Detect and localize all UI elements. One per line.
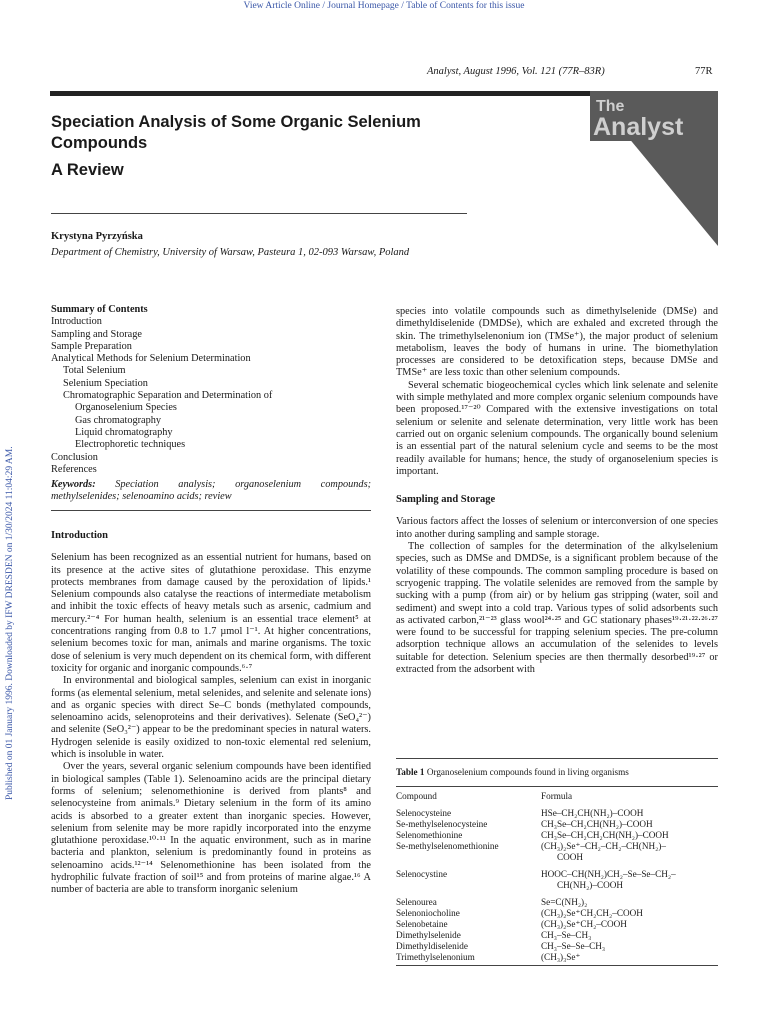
toc-heading: Summary of Contents [51,304,148,315]
svg-text:Analyst: Analyst [593,113,684,141]
journal-homepage-link[interactable]: Journal Homepage [327,1,399,11]
table-row-continuation: CH(NH₂)–COOH [557,880,623,890]
table-row-continuation: COOH [557,852,584,862]
intro-paragraph: In environmental and biological samples, selenium can exist in inorganic forms (as elemental selenium, metal selenides, and selenite and selenate ions) and as organic species with direct Se–C bonds (methylated compounds, selenoamino acids, selenoproteins and their derivatives). Selenate (SeO₄²⁻) and selenite (SeO₃²⁻) appear to be the predominant species in natural waters. Hydrogen selenide is easily oxidized to non-toxic elemental red selenium, which is insoluble in water. [51,675,371,761]
table-row: Se-methylselenomethionine (CH₃)₂Se⁺–CH₂–CH₂–CH(NH₂)– [396,841,666,851]
keywords [51,479,371,504]
toc-item: Total Selenium [63,365,126,377]
intro-paragraph: Over the years, several organic selenium compounds have been identified in biological samples (Table 1). Selenoamino acids are the principal dietary forms of selenium; selenomethionine is derived from plants⁸ and selenocysteine from animals.⁹ Dietary selenium in the form of its amino acids is absorbed to a greater extent than inorganic species. However, selenium from selenite may be more rapidly incorporated into the enzyme glutathione peroxidase.¹⁰·¹¹ In the aquatic environment, such as in marine bacteria and plankton, selenium is predominantly found in proteins as selenoamino acids.¹²⁻¹⁴ Selenomethionine has been isolated from the hydrophilic fulvate fraction of soil¹⁵ and from proteins of marine algae.¹⁶ A number of bacteria are able to transform inorganic selenium [51,761,371,896]
introduction-heading: Introduction [51,530,108,541]
view-article-online-link[interactable]: View Article Online [243,1,320,11]
header-rule [50,91,595,96]
page-subtitle: A Review [51,161,124,179]
top-links: View Article Online / Journal Homepage / Table of Contents for this issue [243,1,525,11]
table-row: Trimethylselenonium (CH₃)₃Se⁺ [396,952,581,962]
side-note: Published on 01 January 1996. Downloaded by IFW DRESDEN on 1/30/2024 11:04:29 AM. [5,446,15,800]
table-row: Selenoniocholine (CH₃)₂Se⁺CH₂CH₂–COOH [396,908,643,918]
table-header-compound: Compound [396,791,437,801]
author: Krystyna Pyrzyńska [51,231,143,242]
page-title: Speciation Analysis of Some Organic Selenium Compounds [51,113,421,152]
right-column [396,306,718,676]
keywords-rule [51,510,371,511]
toc-item: Analytical Methods for Selenium Determination [51,353,251,365]
affiliation: Department of Chemistry, University of Warsaw, Pasteura 1, 02-093 Warsaw, Poland [51,247,410,258]
table-caption: Table 1 Organoselenium compounds found in living organisms [396,767,629,777]
summary-of-contents [51,304,371,504]
title-rule [51,213,467,214]
keywords-text: Speciation analysis; organoselenium compounds; methylselenides; selenoamino acids; review [51,479,371,503]
body-paragraph: The collection of samples for the determination of the alkylselenium species, such as DMSe and DMDSe, is a significant problem because of the volatility of these compounds. The common sampling procedure is based on scryogenic trapping. The volatile selenides are removed from the sample by sucking with a pump (from air) or by helium gas stripping (water, soil and sediment) and swept into a cold trap. Various types of solid adsorbents such as activated carbon,²¹⁻²³ glass wool²⁴·²⁵ and GC stationary phases¹⁹·²¹·²²·²⁶·²⁷ were found to be successful for trapping selenium species. The pre-column adsorption technique allows an accumulation of the selenides to levels suitable for detection. Selenium species are then thermally desorbed¹⁹·²⁷ or extracted from the adsorbent with [396,541,718,676]
table-1 [396,758,718,966]
toc-item: Sample Preparation [51,340,132,352]
journal-logo [590,91,718,246]
introduction-section [51,530,371,897]
table-header-row [396,791,718,802]
toc-item: Introduction [51,316,102,328]
svg-text:The: The [596,98,625,115]
table-row: Selenobetaine (CH₃)₂Se⁺CH₂–COOH [396,919,627,929]
page-number: 77R [695,66,713,77]
toc-item: Conclusion [51,451,98,463]
toc-item: Liquid chromatography [75,426,173,438]
keywords-label: Keywords: [51,479,96,491]
table-row: Dimethyldiselenide CH₃–Se–Se–CH₃ [396,941,606,951]
sampling-heading: Sampling and Storage [396,494,496,506]
table-row: Dimethylselenide CH₃–Se–CH₃ [396,930,592,940]
toc-item: References [51,463,97,475]
table-header-rule [396,786,718,787]
table-row: Selenomethionine CH₃Se–CH₂CH₂CH(NH₂)–COOH [396,830,669,840]
table-bottom-rule [396,965,718,966]
body-paragraph: Various factors affect the losses of selenium or interconversion of one species into another during sampling and sample storage. [396,516,718,540]
table-row: Selenourea Se=C(NH₂)₂ [396,897,588,907]
toc-item: Gas chromatography [75,414,162,426]
body-paragraph: Several schematic biogeochemical cycles which link selenate and selenite with simple methylated and more complex organic selenium compounds have been proposed.¹⁷⁻²⁰ Compared with the extensive investigations on total selenium or selenite and selenate determination, very little work has been carried out on organic selenium compounds. The organically bound selenium is an essential part of the natural selenium cycle and seems to be the most readily available for humans; hence, the study of organoselenium species is important. [396,379,718,477]
toc-item: Electrophoretic techniques [75,439,186,451]
table-header-formula: Formula [541,791,573,801]
table-row: Selenocysteine HSe–CH₂CH(NH₂)–COOH [396,808,644,818]
toc-item: Selenium Speciation [63,377,148,389]
toc-item: Chromatographic Separation and Determination of [63,390,273,402]
table-of-contents-link[interactable]: Table of Contents for this issue [406,1,525,11]
table-top-rule [396,758,718,759]
body-paragraph: species into volatile compounds such as dimethylselenide (DMSe) and dimethyldiselenide (DMDSe), which are exhaled and excreted through the skin. The trimethylselenonium ion (TMSe⁺), the major product of selenium metabolism, leaves the body of humans in urine. The biomethylation processes are considered to be detoxification steps, because DMSe and TMSe⁺ are less toxic than other selenium compounds. [396,306,718,379]
table-row: Se-methylselenocysteine CH₃Se–CH₂CH(NH₂)–COOH [396,819,653,829]
table-row: Selenocystine HOOC–CH(NH₂)CH₂–Se–Se–CH₂– [396,869,676,879]
toc-item: Organoselenium Species [75,402,177,414]
journal-citation: Analyst, August 1996, Vol. 121 (77R–83R) [427,66,605,77]
intro-paragraph: Selenium has been recognized as an essential nutrient for humans, based on its presence at the active sites of glutathione peroxidase. This enzyme protects membranes from damage caused by the peroxidation of lipids.¹ Selenium compounds also catalyse the reactions of intermediate metabolism and inhibit the toxic effects of heavy metals such as arsenic, cadmium and mercury.²⁻⁴ For human health, selenium is an essential trace element⁵ at concentrations ranging from 0.8 to 1.7 µmol l⁻¹. At higher concentrations, selenium becomes toxic for man, animals and marine organisms. The toxic dose of selenium is very much dependent on its chemical form, with different toxicity for organic and inorganic compounds.⁶·⁷ [51,552,371,674]
toc-item: Sampling and Storage [51,328,142,340]
